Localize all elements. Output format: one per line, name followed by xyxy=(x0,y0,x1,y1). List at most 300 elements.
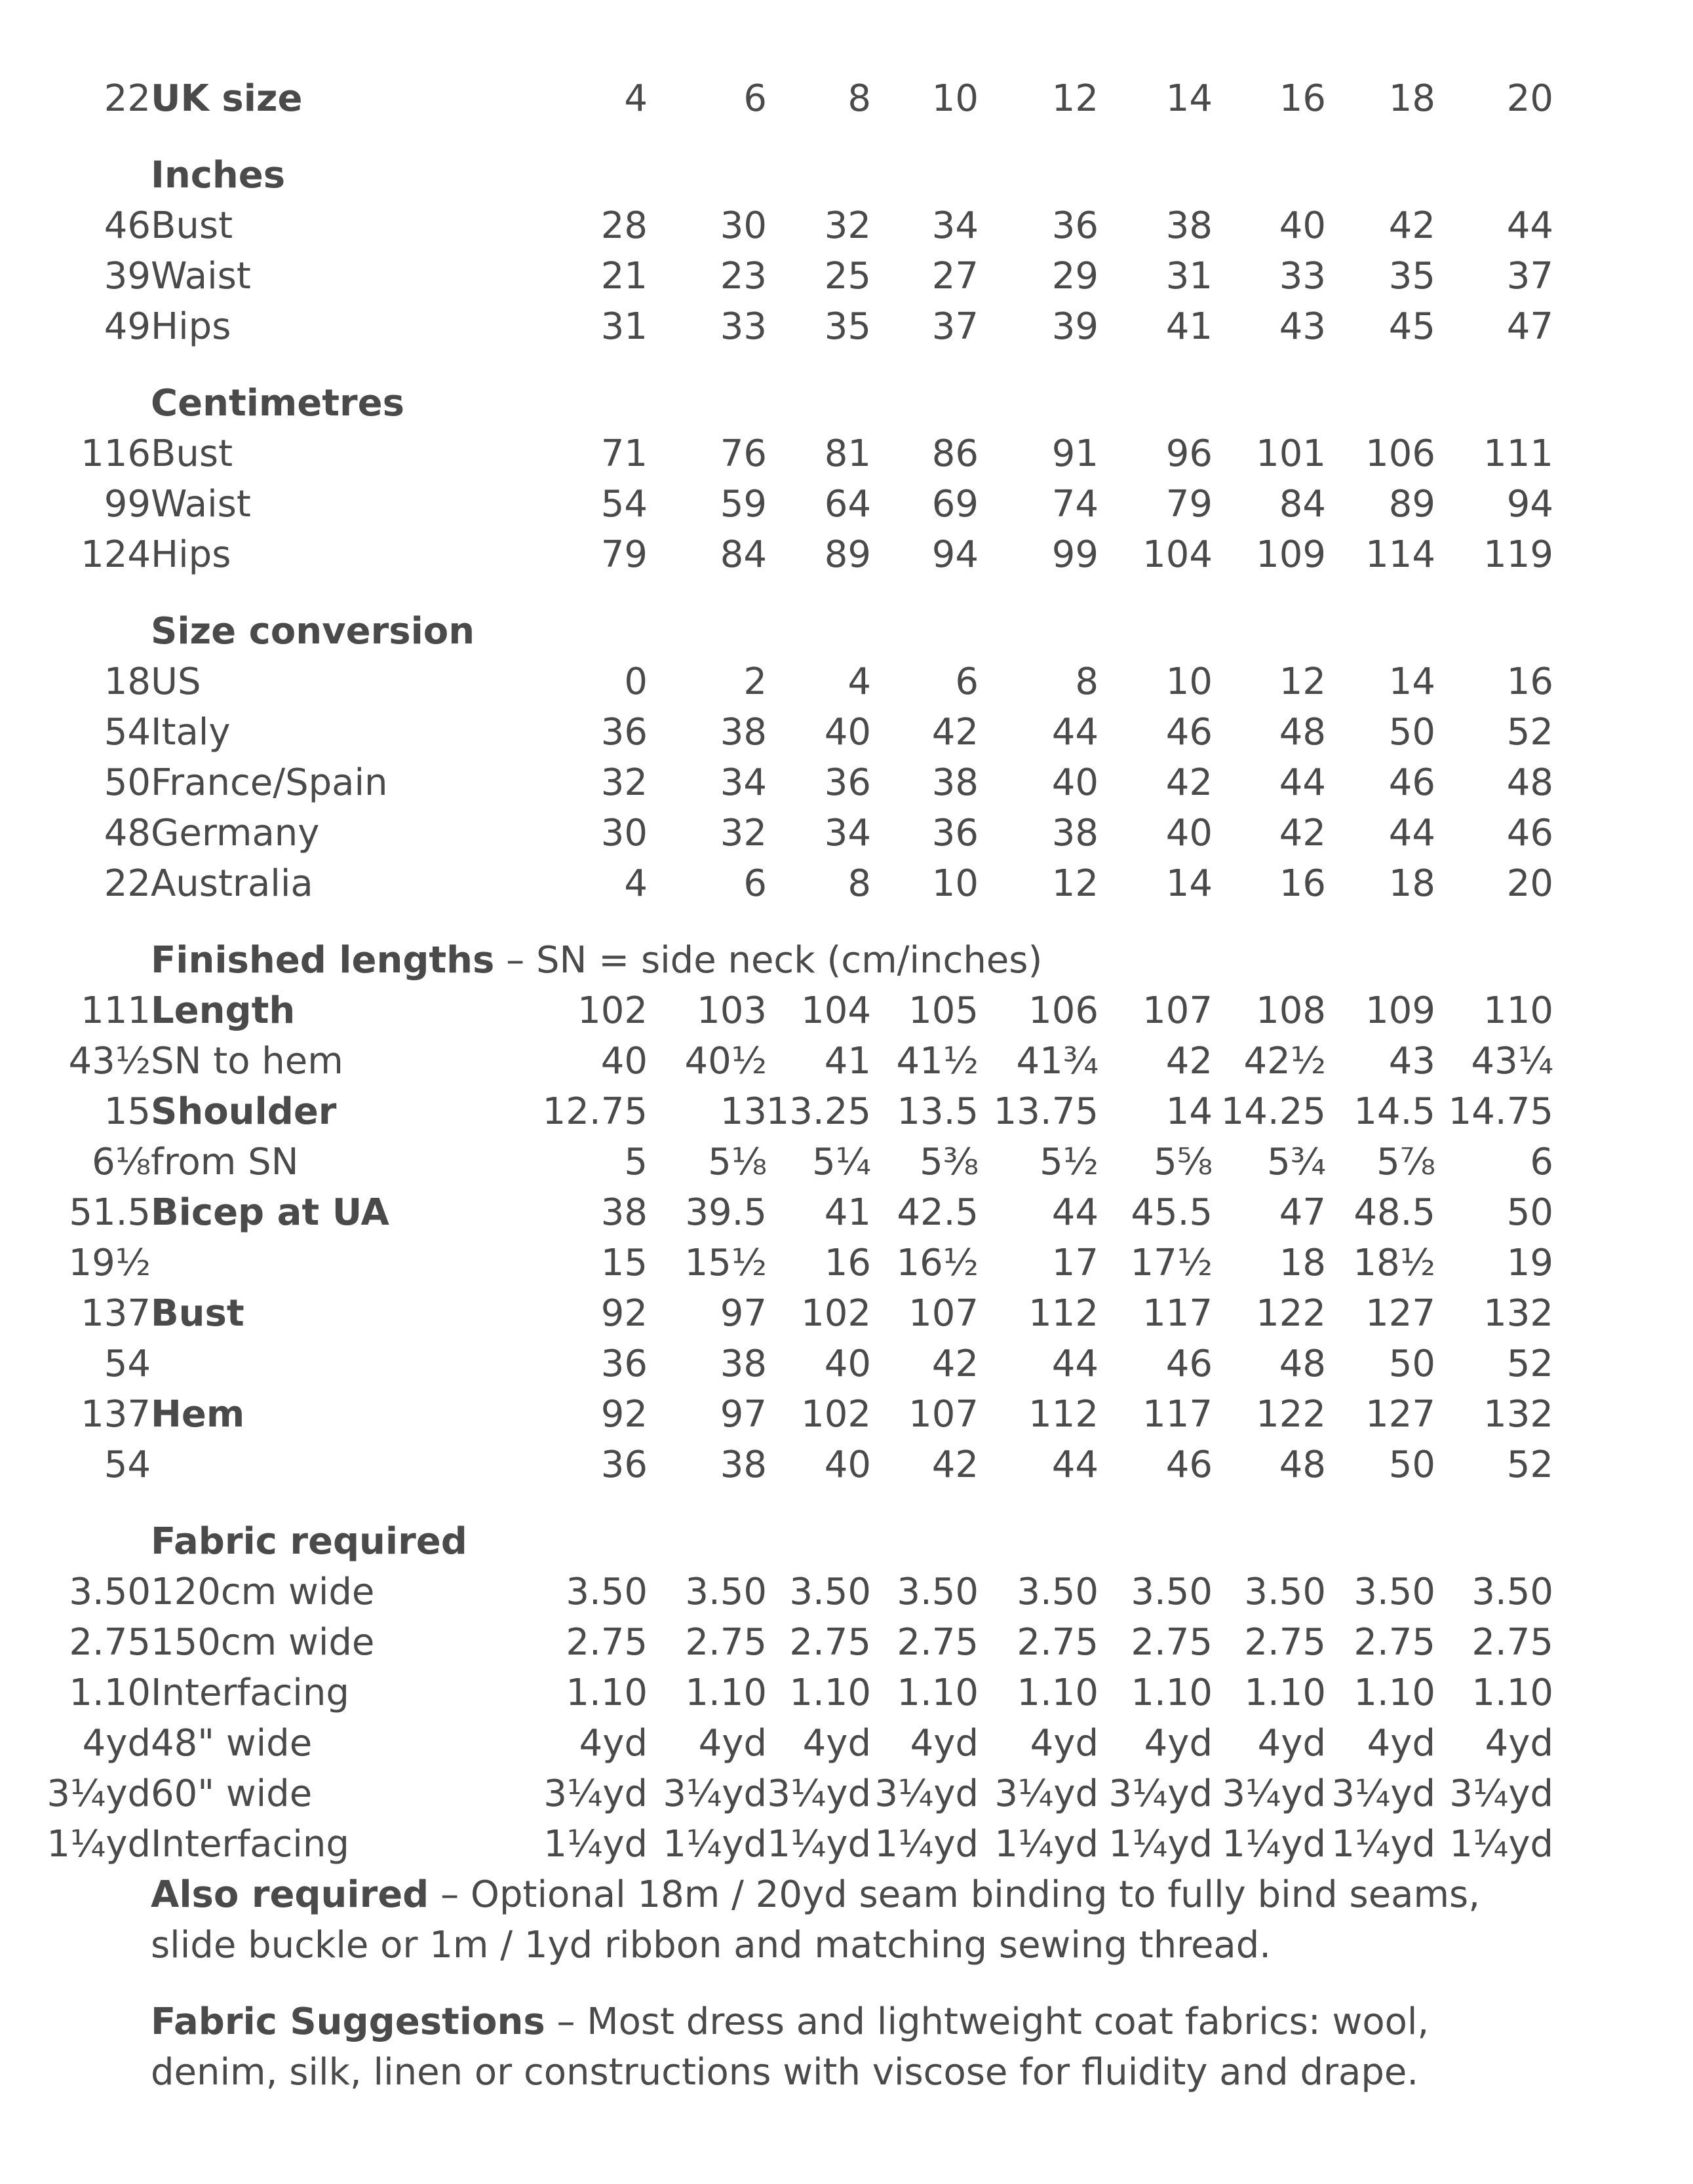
cell: 21 xyxy=(600,255,648,297)
cell: 1.10 xyxy=(1471,1672,1553,1714)
finished-shoulder-row xyxy=(104,1086,1560,1137)
cell: 4yd xyxy=(1030,1722,1099,1765)
section-heading: Size conversion xyxy=(151,610,475,653)
cell: 3¼yd xyxy=(1222,1772,1326,1815)
cell: 29 xyxy=(1051,255,1099,297)
cell: 3¼yd xyxy=(994,1772,1099,1815)
row-label: Italy xyxy=(151,711,231,754)
cell: 15 xyxy=(104,1090,151,1133)
cell: 1¼yd xyxy=(874,1823,979,1866)
cell: 3.50 xyxy=(1244,1571,1326,1613)
cell: 114 xyxy=(1365,533,1435,576)
cell: 2.75 xyxy=(1017,1621,1099,1664)
cell: 110 xyxy=(1483,989,1553,1032)
uk-size-label: UK size xyxy=(151,77,303,120)
cell: 41 xyxy=(824,1040,871,1082)
also-required-heading: Also required xyxy=(151,1873,429,1916)
cell: 30 xyxy=(600,812,648,854)
also-required-paragraph xyxy=(151,1869,1560,1970)
uk-size-value: 22 xyxy=(104,77,151,120)
cell: 38 xyxy=(720,1343,767,1385)
cell: 38 xyxy=(600,1191,648,1234)
cm-waist-row xyxy=(104,479,1560,529)
cell: 3¼yd xyxy=(543,1772,648,1815)
cell: 6⅛ xyxy=(92,1141,151,1183)
cell: 39 xyxy=(104,255,151,297)
cell: 46 xyxy=(1165,711,1213,754)
cell: 38 xyxy=(720,711,767,754)
row-label: Waist xyxy=(151,255,251,297)
cell: 105 xyxy=(908,989,979,1032)
cell: 116 xyxy=(81,432,151,475)
cell: 46 xyxy=(1165,1444,1213,1486)
conversion-germany-row xyxy=(104,808,1560,858)
cell: 41¾ xyxy=(1016,1040,1099,1082)
cell: 2 xyxy=(743,661,767,703)
cell: 1.10 xyxy=(685,1672,767,1714)
cell: 30 xyxy=(720,204,767,247)
row-label: Hips xyxy=(151,305,231,348)
cell: 46 xyxy=(1165,1343,1213,1385)
cell: 6 xyxy=(955,661,979,703)
cell: 48.5 xyxy=(1353,1191,1435,1234)
cell: 103 xyxy=(697,989,767,1032)
cell: 42½ xyxy=(1243,1040,1326,1082)
cell: 51.5 xyxy=(69,1191,151,1234)
cell: 94 xyxy=(1506,483,1553,526)
cell: 47 xyxy=(1279,1191,1326,1234)
section-heading: Finished lengths xyxy=(151,939,495,982)
uk-size-row xyxy=(104,73,1560,124)
cell: 35 xyxy=(824,305,871,348)
cell: 1.10 xyxy=(1353,1672,1435,1714)
cell: 36 xyxy=(600,1343,648,1385)
fabric-48in-row xyxy=(82,1718,1560,1769)
cell: 3.50 xyxy=(1471,1571,1553,1613)
cell: 42 xyxy=(1165,1040,1213,1082)
cell: 33 xyxy=(720,305,767,348)
cell: 31 xyxy=(1165,255,1213,297)
cell: 3.50 xyxy=(685,1571,767,1613)
fabric-120cm-row xyxy=(69,1567,1560,1617)
cell: 81 xyxy=(824,432,871,475)
cell: 2.75 xyxy=(897,1621,979,1664)
cell: 14 xyxy=(1388,661,1435,703)
cell: 14.5 xyxy=(1353,1090,1435,1133)
row-label: 120cm wide xyxy=(151,1571,375,1613)
cell: 44 xyxy=(1051,711,1099,754)
section-heading-note: – SN = side neck (cm/inches) xyxy=(494,939,1043,982)
finished-hem-inches-row xyxy=(104,1440,1560,1490)
cell: 13.5 xyxy=(897,1090,979,1133)
cell: 33 xyxy=(1279,255,1326,297)
cell: 13.75 xyxy=(993,1090,1099,1133)
cell: 44 xyxy=(1051,1444,1099,1486)
cell: 37 xyxy=(1506,255,1553,297)
cell: 3¼yd xyxy=(1449,1772,1553,1815)
cell: 3.50 xyxy=(1017,1571,1099,1613)
cell: 38 xyxy=(931,761,979,804)
cell: 54 xyxy=(104,1343,151,1385)
cell: 2.75 xyxy=(69,1621,151,1664)
cell: 1¼yd xyxy=(1222,1823,1326,1866)
cell: 8 xyxy=(847,862,871,905)
cell: 42 xyxy=(931,1444,979,1486)
cell: 107 xyxy=(908,1393,979,1436)
finished-bicep-row xyxy=(69,1187,1560,1238)
cell: 4 xyxy=(847,661,871,703)
cm-hips-row xyxy=(81,529,1560,580)
row-label: Shoulder xyxy=(151,1090,337,1133)
section-heading-line xyxy=(151,935,1042,986)
cell: 50 xyxy=(1506,1191,1553,1234)
section-heading: Fabric required xyxy=(151,1520,467,1563)
cell: 4yd xyxy=(1367,1722,1435,1765)
cell: 4yd xyxy=(1144,1722,1213,1765)
cell: 92 xyxy=(600,1292,648,1335)
cell: 117 xyxy=(1142,1292,1213,1335)
cell: 42.5 xyxy=(897,1191,979,1234)
cell: 2.75 xyxy=(789,1621,871,1664)
cell: 35 xyxy=(1388,255,1435,297)
cell: 111 xyxy=(1483,432,1553,475)
cell: 46 xyxy=(1506,812,1553,854)
cell: 34 xyxy=(931,204,979,247)
cell: 1¼yd xyxy=(663,1823,767,1866)
finished-length-row xyxy=(81,986,1560,1036)
fabric-interfacing-metric-row xyxy=(69,1668,1560,1718)
cell: 109 xyxy=(1365,989,1435,1032)
cell: 38 xyxy=(1051,812,1099,854)
cell: 44 xyxy=(1051,1343,1099,1385)
cell: 4yd xyxy=(579,1722,648,1765)
cell: 84 xyxy=(1279,483,1326,526)
cell: 4 xyxy=(624,862,648,905)
cell: 3.50 xyxy=(1353,1571,1435,1613)
cell: 4yd xyxy=(1485,1722,1553,1765)
cell: 40½ xyxy=(684,1040,767,1082)
cell: 16½ xyxy=(896,1242,979,1284)
fabric-interfacing-imperial-row xyxy=(47,1819,1560,1869)
section-heading: Centimetres xyxy=(151,382,404,425)
finished-hem-row xyxy=(81,1389,1560,1440)
inches-hips-row xyxy=(104,301,1560,352)
uk-size-value: 4 xyxy=(624,77,648,120)
cell: 122 xyxy=(1256,1292,1326,1335)
cell: 42 xyxy=(1388,204,1435,247)
cell: 99 xyxy=(104,483,151,526)
row-label: 60" wide xyxy=(151,1772,313,1815)
cell: 1.10 xyxy=(1017,1672,1099,1714)
cell: 6 xyxy=(1530,1141,1553,1183)
cell: 36 xyxy=(931,812,979,854)
finished-bust-row xyxy=(81,1288,1560,1339)
conversion-italy-row xyxy=(104,707,1560,757)
cell: 3.50 xyxy=(566,1571,648,1613)
cell: 54 xyxy=(600,483,648,526)
cell: 27 xyxy=(931,255,979,297)
cell: 50 xyxy=(104,761,151,804)
inches-bust-row xyxy=(104,201,1560,251)
cell: 4yd xyxy=(82,1722,151,1765)
uk-size-value: 16 xyxy=(1279,77,1326,120)
cell: 17 xyxy=(1051,1242,1099,1284)
cell: 64 xyxy=(824,483,871,526)
cell: 40 xyxy=(600,1040,648,1082)
cell: 79 xyxy=(1165,483,1213,526)
inches-section-title xyxy=(151,150,1560,201)
cell: 104 xyxy=(1142,533,1213,576)
cell: 137 xyxy=(81,1292,151,1335)
cell: 104 xyxy=(801,989,871,1032)
cell: 71 xyxy=(600,432,648,475)
cell: 54 xyxy=(104,711,151,754)
row-label: Length xyxy=(151,989,296,1032)
cell: 52 xyxy=(1506,1444,1553,1486)
cell: 132 xyxy=(1483,1393,1553,1436)
row-label: Interfacing xyxy=(151,1672,349,1714)
row-label: France/Spain xyxy=(151,761,388,804)
row-label: Australia xyxy=(151,862,313,905)
uk-size-value: 12 xyxy=(1051,77,1099,120)
cell: 108 xyxy=(1256,989,1326,1032)
cell: 1¼yd xyxy=(1449,1823,1553,1866)
cell: 50 xyxy=(1388,1444,1435,1486)
cell: 112 xyxy=(1028,1393,1099,1436)
cell: 44 xyxy=(1506,204,1553,247)
cell: 16 xyxy=(1506,661,1553,703)
row-label: Bust xyxy=(151,204,233,247)
cell: 48 xyxy=(1279,1444,1326,1486)
cell: 96 xyxy=(1165,432,1213,475)
cell: 3¼yd xyxy=(47,1772,151,1815)
cell: 74 xyxy=(1051,483,1099,526)
cell: 16 xyxy=(824,1242,871,1284)
cell: 43½ xyxy=(68,1040,151,1082)
cell: 2.75 xyxy=(685,1621,767,1664)
cell: 2.75 xyxy=(1471,1621,1553,1664)
cell: 17½ xyxy=(1130,1242,1213,1284)
cm-bust-row xyxy=(81,429,1560,479)
row-label: Hips xyxy=(151,533,231,576)
cell: 132 xyxy=(1483,1292,1553,1335)
cell: 69 xyxy=(931,483,979,526)
cell: 1¼yd xyxy=(1331,1823,1435,1866)
cell: 3¼yd xyxy=(1331,1772,1435,1815)
cell: 124 xyxy=(81,533,151,576)
cell: 32 xyxy=(824,204,871,247)
fabric-suggestions-paragraph xyxy=(151,1997,1560,2098)
cell: 3.50 xyxy=(897,1571,979,1613)
cell: 1¼yd xyxy=(543,1823,648,1866)
cell: 102 xyxy=(577,989,648,1032)
cell: 3¼yd xyxy=(874,1772,979,1815)
cell: 86 xyxy=(931,432,979,475)
cell: 45.5 xyxy=(1131,1191,1213,1234)
cell: 137 xyxy=(81,1393,151,1436)
cell: 2.75 xyxy=(1244,1621,1326,1664)
cell: 43 xyxy=(1279,305,1326,348)
fabric-150cm-row xyxy=(69,1617,1560,1668)
cell: 16 xyxy=(1279,862,1326,905)
cell: 1.10 xyxy=(1131,1672,1213,1714)
row-label: Bicep at UA xyxy=(151,1191,389,1234)
cell: 97 xyxy=(720,1393,767,1436)
cell: 107 xyxy=(1142,989,1213,1032)
cell: 41 xyxy=(1165,305,1213,348)
cell: 52 xyxy=(1506,711,1553,754)
cell: 112 xyxy=(1028,1292,1099,1335)
cell: 1.10 xyxy=(69,1672,151,1714)
cell: 50 xyxy=(1388,1343,1435,1385)
cell: 36 xyxy=(1051,204,1099,247)
cell: 97 xyxy=(720,1292,767,1335)
fabric-60in-row xyxy=(47,1769,1560,1819)
cell: 40 xyxy=(1165,812,1213,854)
cell: 19½ xyxy=(68,1242,151,1284)
cell: 40 xyxy=(824,1343,871,1385)
cell: 40 xyxy=(824,711,871,754)
cell: 47 xyxy=(1506,305,1553,348)
uk-size-value: 10 xyxy=(931,77,979,120)
cell: 6 xyxy=(743,862,767,905)
cell: 2.75 xyxy=(1131,1621,1213,1664)
cell: 48 xyxy=(104,812,151,854)
cell: 44 xyxy=(1051,1191,1099,1234)
cell: 10 xyxy=(931,862,979,905)
cell: 3¼yd xyxy=(1108,1772,1213,1815)
cell: 92 xyxy=(600,1393,648,1436)
cell: 5¾ xyxy=(1267,1141,1326,1183)
row-label: SN to hem xyxy=(151,1040,343,1082)
cell: 40 xyxy=(824,1444,871,1486)
cell: 1.10 xyxy=(566,1672,648,1714)
cell: 13 xyxy=(720,1090,767,1133)
cell: 39.5 xyxy=(685,1191,767,1234)
cell: 52 xyxy=(1506,1343,1553,1385)
cell: 46 xyxy=(104,204,151,247)
cell: 5 xyxy=(624,1141,648,1183)
cell: 18 xyxy=(1279,1242,1326,1284)
cell: 109 xyxy=(1256,533,1326,576)
cell: 106 xyxy=(1028,989,1099,1032)
row-label: from SN xyxy=(151,1141,299,1183)
fabric-suggestions-heading: Fabric Suggestions xyxy=(151,2001,545,2043)
cell: 84 xyxy=(720,533,767,576)
centimetres-section-title xyxy=(151,378,1560,429)
inches-waist-row xyxy=(104,251,1560,301)
cell: 3.50 xyxy=(789,1571,871,1613)
row-label: 48" wide xyxy=(151,1722,313,1765)
cell: 38 xyxy=(1165,204,1213,247)
cell: 43¼ xyxy=(1471,1040,1553,1082)
cell: 127 xyxy=(1365,1393,1435,1436)
cell: 48 xyxy=(1279,1343,1326,1385)
cell: 25 xyxy=(824,255,871,297)
cell: 38 xyxy=(720,1444,767,1486)
cell: 34 xyxy=(720,761,767,804)
cell: 5⅞ xyxy=(1376,1141,1435,1183)
cell: 36 xyxy=(600,711,648,754)
cell: 13.25 xyxy=(766,1090,871,1133)
cell: 42 xyxy=(931,1343,979,1385)
cell: 18½ xyxy=(1353,1242,1435,1284)
finished-sn-to-hem-row xyxy=(68,1036,1560,1086)
cell: 127 xyxy=(1365,1292,1435,1335)
section-heading: Inches xyxy=(151,154,286,197)
cell: 1¼yd xyxy=(1108,1823,1213,1866)
cell: 101 xyxy=(1256,432,1326,475)
cell: 5¼ xyxy=(812,1141,871,1183)
row-label: 150cm wide xyxy=(151,1621,375,1664)
cell: 41 xyxy=(824,1191,871,1234)
conversion-france-spain-row xyxy=(104,757,1560,808)
cell: 119 xyxy=(1483,533,1553,576)
cell: 3.50 xyxy=(1131,1571,1213,1613)
cell: 18 xyxy=(1388,862,1435,905)
cell: 102 xyxy=(801,1292,871,1335)
cell: 1.10 xyxy=(897,1672,979,1714)
cell: 59 xyxy=(720,483,767,526)
cell: 94 xyxy=(931,533,979,576)
cell: 4yd xyxy=(802,1722,871,1765)
row-label: Hem xyxy=(151,1393,245,1436)
cell: 49 xyxy=(104,305,151,348)
cell: 79 xyxy=(600,533,648,576)
cell: 122 xyxy=(1256,1393,1326,1436)
cell: 42 xyxy=(1165,761,1213,804)
cell: 54 xyxy=(104,1444,151,1486)
cell: 5⅝ xyxy=(1154,1141,1213,1183)
cell: 43 xyxy=(1388,1040,1435,1082)
fabric-required-section-title xyxy=(151,1516,1560,1567)
also-required-text: – Optional 18m / 20yd seam binding to fully bind seams, slide buckle or 1m / 1yd ribbon and matching sewing thread. xyxy=(151,1873,1481,1966)
cell: 89 xyxy=(1388,483,1435,526)
cell: 34 xyxy=(824,812,871,854)
cell: 89 xyxy=(824,533,871,576)
cell: 5½ xyxy=(1040,1141,1099,1183)
cell: 40 xyxy=(1051,761,1099,804)
cell: 39 xyxy=(1051,305,1099,348)
cell: 91 xyxy=(1051,432,1099,475)
cell: 3¼yd xyxy=(767,1772,871,1815)
finished-bust-inches-row xyxy=(104,1339,1560,1389)
finished-lengths-section-title xyxy=(151,935,1560,986)
size-chart-sheet xyxy=(47,73,1560,2098)
cell: 5⅜ xyxy=(920,1141,979,1183)
cell: 2.75 xyxy=(566,1621,648,1664)
row-label: Interfacing xyxy=(151,1823,349,1866)
uk-size-value: 18 xyxy=(1388,77,1435,120)
cell: 45 xyxy=(1388,305,1435,348)
cell: 8 xyxy=(1075,661,1099,703)
cell: 36 xyxy=(600,1444,648,1486)
cell: 0 xyxy=(624,661,648,703)
cell: 12 xyxy=(1279,661,1326,703)
row-label: Bust xyxy=(151,432,233,475)
row-label: Waist xyxy=(151,483,251,526)
cell: 10 xyxy=(1165,661,1213,703)
cell: 44 xyxy=(1279,761,1326,804)
finished-from-sn-row xyxy=(92,1137,1560,1187)
cell: 76 xyxy=(720,432,767,475)
cell: 99 xyxy=(1051,533,1099,576)
cell: 42 xyxy=(931,711,979,754)
cell: 1¼yd xyxy=(767,1823,871,1866)
row-label: US xyxy=(151,661,201,703)
cell: 12.75 xyxy=(542,1090,648,1133)
row-label: Bust xyxy=(151,1292,244,1335)
